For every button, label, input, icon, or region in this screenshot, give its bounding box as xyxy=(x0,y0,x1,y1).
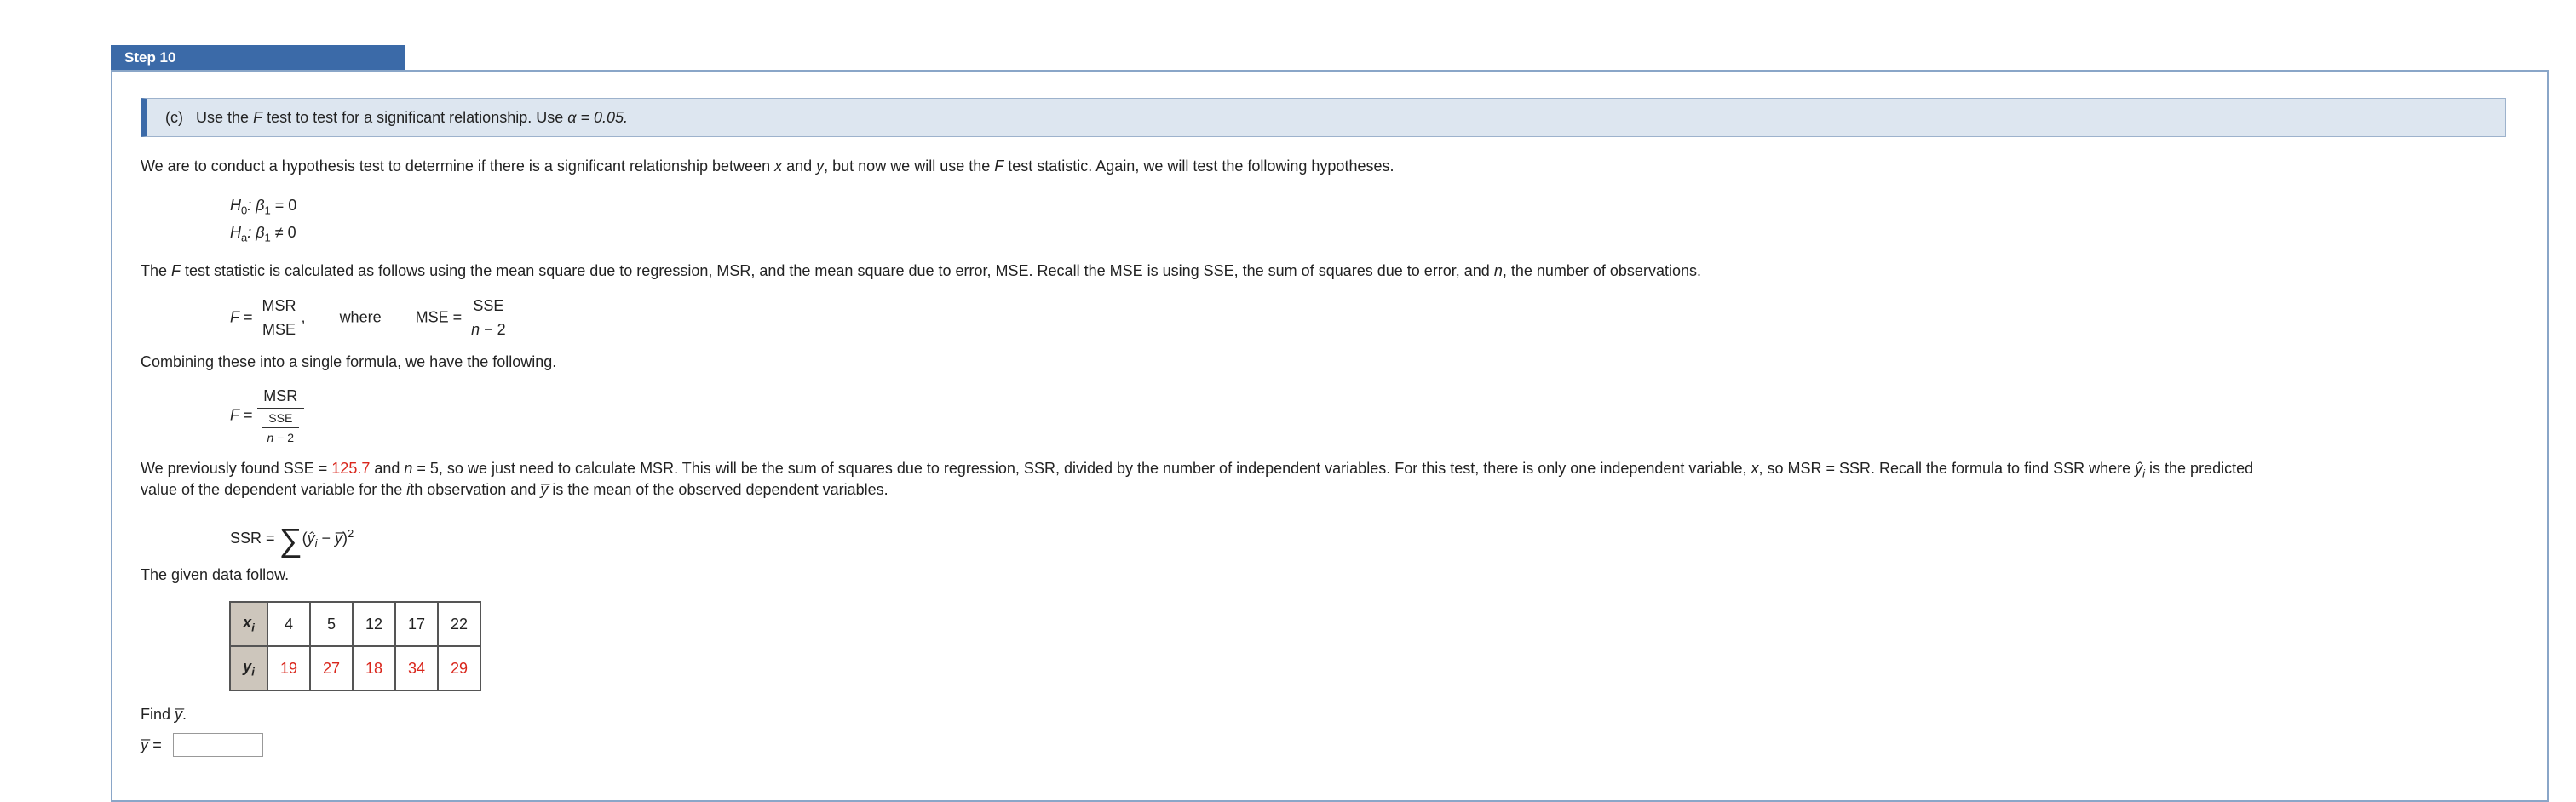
combined-f: F xyxy=(230,406,239,424)
part-text-2: test to test for a significant relationship. Use xyxy=(262,109,568,126)
prev-l2-ybar: y̅ xyxy=(540,481,549,498)
h0-beta: : β xyxy=(247,197,265,214)
x-header-sub: i xyxy=(251,621,255,634)
given-text: The given data follow. xyxy=(141,566,290,583)
x-header-label: x xyxy=(243,614,252,632)
prev-text-4: , so MSR = SSR. Recall the formula to find SSR where xyxy=(1758,460,2136,477)
part-alpha: α = 0.05. xyxy=(567,109,629,126)
ssr-open: ( xyxy=(302,530,308,547)
prev-l2-text-2: th observation and xyxy=(410,481,541,498)
mse-eq: MSE = xyxy=(415,308,467,326)
data-table xyxy=(229,601,481,691)
ftest-text-2: test statistic is calculated as follows using the mean square due to regression, MSR, and the mean square due to error, MSE. Recall the MSE is using SSE, the sum of squares due to error, and xyxy=(181,262,1494,279)
y-value: 29 xyxy=(438,646,480,690)
msr-over-mse xyxy=(257,297,302,339)
combined-formula xyxy=(230,387,304,444)
frac-minus-2: − 2 xyxy=(480,321,506,338)
x-value: 4 xyxy=(267,602,310,646)
frac-sse: SSE xyxy=(466,297,511,318)
ssr-formula xyxy=(230,523,354,559)
prev-l2-text-3: is the mean of the observed dependent variables. xyxy=(548,481,888,498)
prev-l2-text-1: value of the dependent variable for the xyxy=(141,481,407,498)
y-value: 34 xyxy=(395,646,438,690)
find-ybar: y̅ xyxy=(175,706,183,723)
y-value: 19 xyxy=(267,646,310,690)
prev-text-2: and xyxy=(370,460,405,477)
ssr-lhs: SSR = xyxy=(230,530,279,547)
part-text-1: Use the xyxy=(196,109,254,126)
find-period: . xyxy=(182,706,187,723)
inner-sse: SSE xyxy=(262,411,300,428)
prev-x: x xyxy=(1751,460,1759,477)
prev-yhat-sub: i xyxy=(2142,467,2146,480)
prev-n: n xyxy=(404,460,413,477)
combined-den xyxy=(257,409,305,444)
intro-x: x xyxy=(774,158,783,175)
f-formula-f: F xyxy=(230,308,239,326)
alt-hypothesis xyxy=(230,223,296,248)
sse-value: 125.7 xyxy=(331,460,371,477)
ssr-minus: − xyxy=(317,530,336,547)
frac-mse: MSE xyxy=(262,321,296,338)
ftest-text-1: The xyxy=(141,262,172,279)
combined-msr: MSR xyxy=(257,387,305,409)
intro-f: F xyxy=(994,158,1004,175)
sigma-icon: ∑ xyxy=(279,523,302,559)
x-header xyxy=(230,602,267,646)
x-value: 17 xyxy=(395,602,438,646)
x-value: 12 xyxy=(353,602,395,646)
table-row xyxy=(230,646,480,690)
ha-sub: a xyxy=(241,231,248,244)
part-letter: (c) xyxy=(165,109,183,126)
find-prompt xyxy=(141,705,187,724)
intro-paragraph xyxy=(141,157,1394,175)
part-instruction xyxy=(141,98,2506,137)
prev-text-1: We previously found SSE = xyxy=(141,460,332,477)
f-formula xyxy=(230,297,511,339)
part-f: F xyxy=(253,109,263,126)
y-header xyxy=(230,646,267,690)
ha-label: H xyxy=(230,224,241,241)
ssr-pow: 2 xyxy=(348,527,354,540)
f-formula-eq: = xyxy=(239,308,257,326)
prev-l2-i: i xyxy=(406,481,411,498)
ybar-answer-input[interactable] xyxy=(173,733,263,757)
sse-over-n xyxy=(466,297,511,339)
ssr-sub: i xyxy=(314,536,318,550)
ssr-close: ) xyxy=(342,530,348,547)
step-label: Step 10 xyxy=(111,45,405,70)
h0-label: H xyxy=(230,197,241,214)
combined-eq: = xyxy=(239,406,257,424)
frac-msr: MSR xyxy=(257,297,302,318)
find-text: Find xyxy=(141,706,175,723)
ftest-paragraph xyxy=(141,261,1701,280)
y-value: 18 xyxy=(353,646,395,690)
h0-beta-sub: 1 xyxy=(264,203,271,217)
where-text: where xyxy=(339,308,382,326)
ybar-answer-label xyxy=(141,736,162,754)
inner-minus-2: − 2 xyxy=(273,431,295,444)
step-container xyxy=(111,70,2549,802)
intro-and: and xyxy=(782,158,817,175)
f-formula-comma: , xyxy=(301,308,306,326)
prev-text-3: = 5, so we just need to calculate MSR. This will be the sum of squares due to regression, SSR, divided by the number of independent variables. For this test, there is only one independent variable, xyxy=(412,460,1751,477)
ftest-text-3: , the number of observations. xyxy=(1502,262,1701,279)
inner-fraction xyxy=(262,411,300,444)
ssr-ybar: y̅ xyxy=(335,530,343,547)
x-value: 22 xyxy=(438,602,480,646)
combined-fraction xyxy=(257,387,305,444)
ftest-f: F xyxy=(171,262,181,279)
ha-value: ≠ 0 xyxy=(270,224,296,241)
x-value: 5 xyxy=(310,602,353,646)
ha-beta: : β xyxy=(247,224,265,241)
intro-text-3: test statistic. Again, we will test the following hypotheses. xyxy=(1003,158,1394,175)
inner-den xyxy=(262,428,300,444)
intro-text-1: We are to conduct a hypothesis test to determine if there is a significant relationship between xyxy=(141,158,775,175)
y-header-label: y xyxy=(243,658,252,676)
answer-label: y̅ = xyxy=(141,736,162,753)
previous-paragraph-line2 xyxy=(141,480,888,499)
intro-y: y xyxy=(816,158,825,175)
y-value: 27 xyxy=(310,646,353,690)
frac-n-minus-2 xyxy=(466,318,511,339)
frac-n: n xyxy=(471,321,480,338)
ssr-yhat: ŷ xyxy=(307,530,315,547)
prev-yhat: ŷ xyxy=(2135,460,2143,477)
intro-text-2: , but now we will use the xyxy=(824,158,995,175)
combining-text: Combining these into a single formula, we have the following. xyxy=(141,353,557,370)
h0-value: = 0 xyxy=(270,197,297,214)
table-row xyxy=(230,602,480,646)
inner-n: n xyxy=(267,431,274,444)
ha-beta-sub: 1 xyxy=(264,231,271,244)
null-hypothesis xyxy=(230,196,296,221)
ftest-n: n xyxy=(1493,262,1503,279)
h0-sub: 0 xyxy=(241,203,248,217)
y-header-sub: i xyxy=(251,665,255,679)
prev-text-5: is the predicted xyxy=(2145,460,2254,477)
